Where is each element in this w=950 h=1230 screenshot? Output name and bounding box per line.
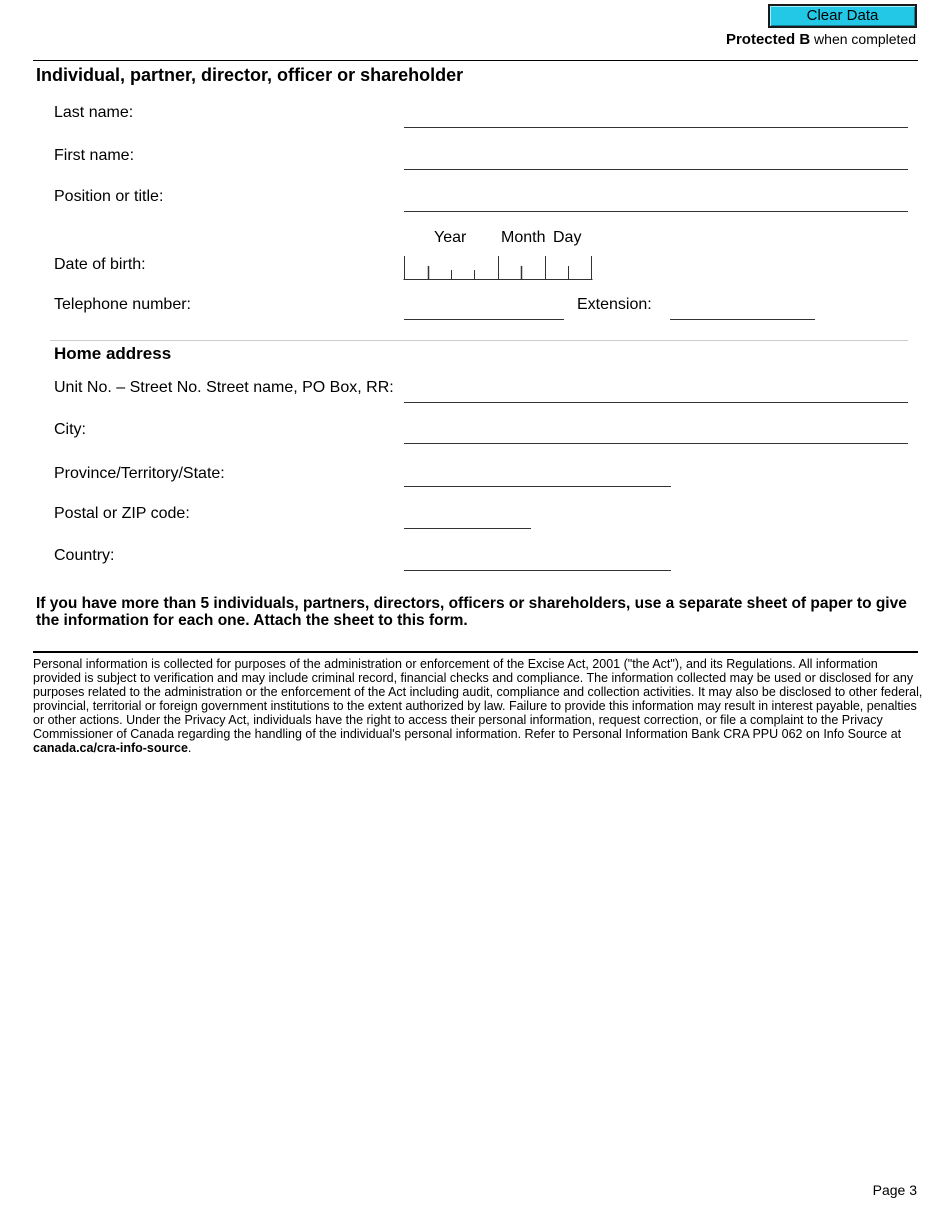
dob-day-header: Day xyxy=(553,229,582,246)
section-title: Individual, partner, director, officer or shareholder xyxy=(36,65,464,85)
dob-label: Date of birth: xyxy=(54,256,146,273)
telephone-label: Telephone number: xyxy=(54,296,191,313)
privacy-text: Personal information is collected for purposes of the administration or enforcement of the Excise Act, 2001 ("the Act"), and its Regulations. All information provided is subject to verification and may include criminal record, financial checks and compliance. The information collected may be used or disclosed for any purposes related to the administration or the enforcement of the Act including audit, compliance and collection activities. It may also be disclosed to other federal, provincial, territorial or foreign government institutions to the extent authorized by law. Failure to provide this information may result in interest payable, penalties or other actions. Under the Privacy Act, individuals have the right to access their personal information, request correction, or file a complaint to the Privacy Commissioner of Canada regarding the handling of the individual's personal information. Refer to Personal Information Bank CRA PPU 062 on Info Source at xyxy=(33,657,923,741)
separate-sheet-notice: If you have more than 5 individuals, partners, directors, officers or shareholders, use a separate sheet of paper to give the information for each one. Attach the sheet to this form. xyxy=(36,595,907,629)
street-field[interactable] xyxy=(404,402,908,403)
address-divider xyxy=(50,340,908,341)
postal-label: Postal or ZIP code: xyxy=(54,505,190,522)
province-label: Province/Territory/State: xyxy=(54,465,225,482)
info-source-link[interactable]: canada.ca/cra-info-source xyxy=(33,741,188,755)
first-name-field[interactable] xyxy=(404,169,908,170)
province-field[interactable] xyxy=(404,486,671,487)
dob-comb-field[interactable] xyxy=(403,254,595,280)
privacy-rule xyxy=(33,651,918,653)
first-name-label: First name: xyxy=(54,147,135,164)
position-label: Position or title: xyxy=(54,188,164,205)
protected-suffix: when completed xyxy=(814,31,916,47)
telephone-field[interactable] xyxy=(404,319,564,320)
position-field[interactable] xyxy=(404,211,908,212)
extension-label: Extension: xyxy=(577,296,652,313)
last-name-field[interactable] xyxy=(404,127,908,128)
dob-year-header: Year xyxy=(434,229,467,246)
dob-month-header: Month xyxy=(501,229,546,246)
street-label: Unit No. – Street No. Street name, PO Box, RR: xyxy=(54,379,394,396)
country-field[interactable] xyxy=(404,570,671,571)
postal-field[interactable] xyxy=(404,528,531,529)
privacy-end: . xyxy=(187,741,192,755)
city-label: City: xyxy=(54,421,86,438)
country-label: Country: xyxy=(54,547,115,564)
protected-label: Protected B xyxy=(725,31,811,48)
clear-data-button[interactable]: Clear Data xyxy=(768,4,917,28)
last-name-label: Last name: xyxy=(54,104,134,121)
page-number: Page 3 xyxy=(872,1182,917,1198)
home-address-title: Home address xyxy=(54,344,172,363)
extension-field[interactable] xyxy=(670,319,815,320)
protected-b-notice xyxy=(726,31,916,48)
city-field[interactable] xyxy=(404,443,908,444)
privacy-statement xyxy=(33,657,923,755)
top-rule xyxy=(33,60,918,61)
